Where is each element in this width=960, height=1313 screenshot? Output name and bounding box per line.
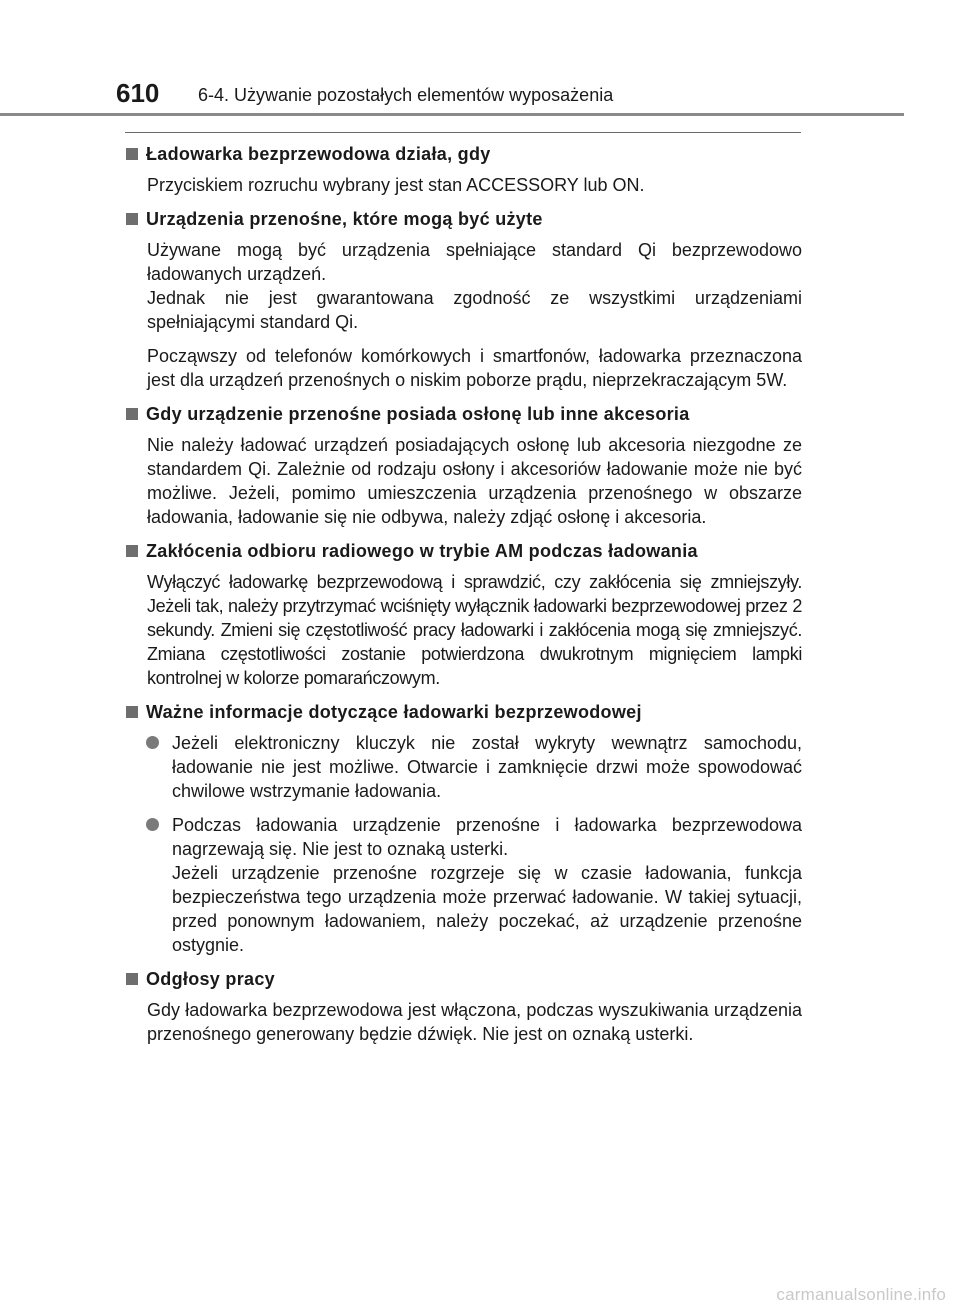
section-heading: Ważne informacje dotyczące ładowarki bezprzewodowej — [146, 702, 642, 722]
list-item-text: Podczas ładowania urządzenie przenośne i ładowarka bezprzewodowa nagrzewają się. Nie jest to oznaką usterki. — [172, 815, 802, 859]
square-bullet-icon — [126, 706, 138, 718]
paragraph: Wyłączyć ładowarkę bezprzewodową i sprawdzić, czy zakłócenia się zmniejszyły. Jeżeli tak, należy przytrzymać wciśnięty wyłącznik ładowarki bezprzewodowej przez 2 sekundy. Zmieni się częstotliwość pracy ładowarki i zakłócenia mogą się zmniejszyć. Zmiana częstotliwości zostanie potwierdzona dwukrotnym mignięciem lampki kontrolnej w kolorze pomarańczowym. — [147, 572, 802, 688]
paragraph-line: Używane mogą być urządzenia spełniające standard Qi bezprzewodowo ładowanych urządzeń. — [147, 240, 802, 284]
page-header — [0, 0, 960, 116]
paragraph: Nie należy ładować urządzeń posiadających osłonę lub akcesoria niezgodne ze standardem Qi. Zależnie od rodzaju osłony i akcesoriów ładowanie może nie być możliwe. Jeżeli, pomimo umieszczenia urządzenia przenośnego w obszarze ładowania, ładowanie się nie odbywa, należy zdjąć osłonę i akcesoria. — [147, 435, 802, 527]
square-bullet-icon — [126, 973, 138, 985]
list-item-text: Jeżeli urządzenie przenośne rozgrzeje się w czasie ładowania, funkcja bezpieczeństwa tego urządzenia może przerwać ładowanie. W takiej sytuacji, przed ponownym ładowaniem, należy poczekać, aż urządzenie przenośne ostygnie. — [172, 863, 802, 955]
section-heading: Urządzenia przenośne, które mogą być użyte — [146, 209, 543, 229]
header-divider — [0, 113, 904, 116]
paragraph-line: Jednak nie jest gwarantowana zgodność ze wszystkimi urządzeniami spełniającymi standard Qi. — [147, 288, 802, 332]
paragraph: Gdy ładowarka bezprzewodowa jest włączona, podczas wyszukiwania urządzenia przenośnego generowany będzie dźwięk. Nie jest on oznaką usterki. — [147, 1000, 802, 1044]
section-important-info — [126, 700, 802, 957]
list-item — [172, 813, 802, 957]
square-bullet-icon — [126, 213, 138, 225]
circle-bullet-icon — [146, 818, 159, 831]
section-heading: Odgłosy pracy — [146, 969, 275, 989]
section-compatible-devices — [126, 207, 802, 392]
section-title: 6-4. Używanie pozostałych elementów wyposażenia — [198, 85, 614, 105]
square-bullet-icon — [126, 408, 138, 420]
section-charger-active — [126, 142, 802, 197]
section-cover-accessories — [126, 402, 802, 529]
paragraph: Przyciskiem rozruchu wybrany jest stan ACCESSORY lub ON. — [147, 175, 645, 195]
document-body — [126, 142, 802, 1056]
square-bullet-icon — [126, 545, 138, 557]
page-number: 610 — [116, 78, 160, 108]
paragraph: Począwszy od telefonów komórkowych i smartfonów, ładowarka przeznaczona jest dla urządzeń przenośnych o niskim poborze prądu, nieprzekraczającym 5W. — [147, 346, 802, 390]
square-bullet-icon — [126, 148, 138, 160]
section-am-interference — [126, 539, 802, 690]
section-heading: Gdy urządzenie przenośne posiada osłonę lub inne akcesoria — [146, 404, 690, 424]
list-item-text: Jeżeli elektroniczny kluczyk nie został wykryty wewnątrz samochodu, ładowanie nie jest możliwe. Otwarcie i zamknięcie drzwi może spowodować chwilowe wstrzymanie ładowania. — [172, 733, 802, 801]
content-divider — [125, 132, 801, 133]
section-operating-sounds — [126, 967, 802, 1046]
watermark: carmanualsonline.info — [776, 1285, 946, 1304]
list-item — [172, 731, 802, 803]
section-heading: Zakłócenia odbioru radiowego w trybie AM podczas ładowania — [146, 541, 698, 561]
circle-bullet-icon — [146, 736, 159, 749]
section-heading: Ładowarka bezprzewodowa działa, gdy — [146, 144, 491, 164]
